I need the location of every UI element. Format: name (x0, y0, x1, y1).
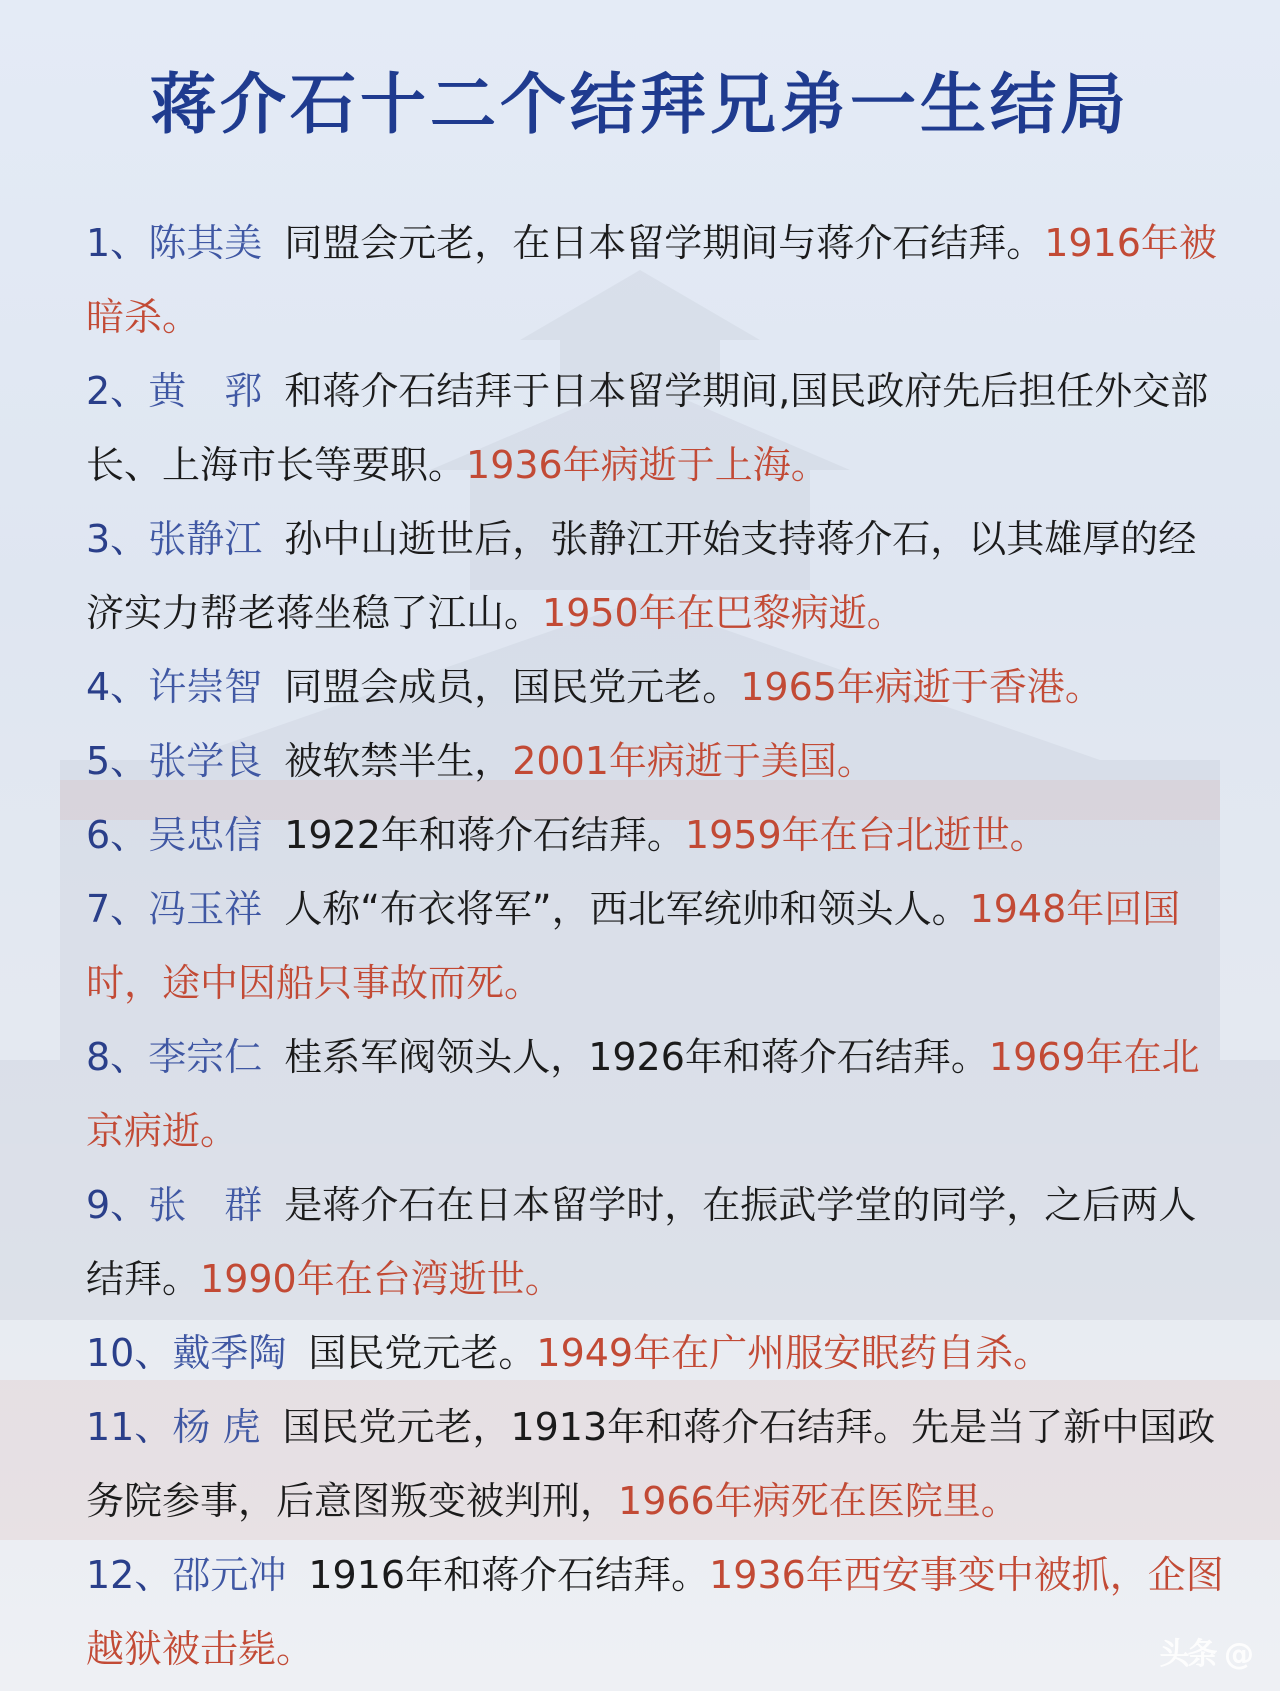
entry-number: 7、 (86, 887, 149, 931)
entry-fate: 1965年病逝于香港。 (740, 665, 1103, 709)
entry-fate: 1916年被暗杀。 (86, 221, 1217, 339)
entry-description: 桂系军阀领头人，1926年和蒋介石结拜。 (284, 1035, 989, 1079)
entry-name: 吴忠信 (148, 813, 263, 857)
entry-number: 5、 (86, 739, 149, 783)
entry-number: 2、 (86, 369, 149, 413)
entry-name: 戴季陶 (172, 1331, 287, 1375)
entry-number: 10、 (86, 1331, 173, 1375)
entry-description: 国民党元老，1913年和蒋介石结拜。先是当了新中国政务院参事，后意图叛变被判刑， (86, 1405, 1216, 1523)
list-item (86, 1168, 1226, 1316)
entry-number: 6、 (86, 813, 149, 857)
entry-description: 同盟会元老，在日本留学期间与蒋介石结拜。 (284, 221, 1045, 265)
entry-fate: 1969年在北京病逝。 (86, 1035, 1200, 1153)
entry-description: 被软禁半生， (284, 739, 513, 783)
entry-description: 人称“布衣将军”，西北军统帅和领头人。 (284, 887, 970, 931)
entry-fate: 2001年病逝于美国。 (512, 739, 875, 783)
entry-fate: 1966年病死在医院里。 (618, 1479, 1019, 1523)
entry-name: 邵元冲 (172, 1553, 287, 1597)
entry-description: 是蒋介石在日本留学时，在振武学堂的同学，之后两人结拜。 (86, 1183, 1197, 1301)
list-item (86, 1390, 1226, 1538)
entry-fate: 1959年在台北逝世。 (684, 813, 1048, 857)
entry-fate: 1936年病逝于上海。 (466, 443, 829, 487)
entry-name: 张静江 (148, 517, 263, 561)
list-item (86, 206, 1226, 354)
entry-fate: 1948年回国时，途中因船只事故而死。 (86, 887, 1181, 1005)
entry-description: 同盟会成员，国民党元老。 (284, 665, 741, 709)
entry-name: 许崇智 (148, 665, 263, 709)
entry-fate: 1990年在台湾逝世。 (200, 1257, 563, 1301)
entry-number: 8、 (86, 1035, 149, 1079)
list-item (86, 502, 1226, 650)
entry-fate: 1936年西安事变中被抓，企图越狱被击毙。 (86, 1553, 1224, 1671)
entry-name: 冯玉祥 (148, 887, 263, 931)
list-item (86, 354, 1226, 502)
entry-fate: 1949年在广州服安眠药自杀。 (536, 1331, 1052, 1375)
entry-description: 1922年和蒋介石结拜。 (284, 813, 685, 857)
entry-description: 1916年和蒋介石结拜。 (308, 1553, 710, 1597)
entry-list (86, 206, 1226, 1686)
entry-description: 孙中山逝世后，张静江开始支持蒋介石，以其雄厚的经济实力帮老蒋坐稳了江山。 (86, 517, 1197, 635)
list-item (86, 1538, 1226, 1686)
entry-description: 国民党元老。 (308, 1331, 537, 1375)
entry-name: 张 群 (148, 1183, 263, 1227)
list-item (86, 872, 1226, 1020)
entry-number: 3、 (86, 517, 149, 561)
list-item (86, 724, 1226, 798)
entry-name: 李宗仁 (148, 1035, 263, 1079)
entry-number: 12、 (86, 1553, 173, 1597)
entry-name: 陈其美 (148, 221, 263, 265)
list-item (86, 650, 1226, 724)
entry-name: 张学良 (148, 739, 263, 783)
entry-fate: 1950年在巴黎病逝。 (542, 591, 905, 635)
entry-name: 黄 郛 (148, 369, 263, 413)
list-item (86, 1316, 1226, 1390)
entry-description: 和蒋介石结拜于日本留学期间,国民政府先后担任外交部长、上海市长等要职。 (86, 369, 1209, 487)
entry-number: 4、 (86, 665, 149, 709)
watermark: 头条 @ (1159, 1637, 1252, 1672)
entry-number: 1、 (86, 221, 149, 265)
page-title: 蒋介石十二个结拜兄弟一生结局 (150, 66, 1130, 143)
entry-number: 11、 (86, 1405, 173, 1449)
entry-name: 杨 虎 (172, 1405, 261, 1449)
list-item (86, 1020, 1226, 1168)
entry-number: 9、 (86, 1183, 149, 1227)
list-item (86, 798, 1226, 872)
